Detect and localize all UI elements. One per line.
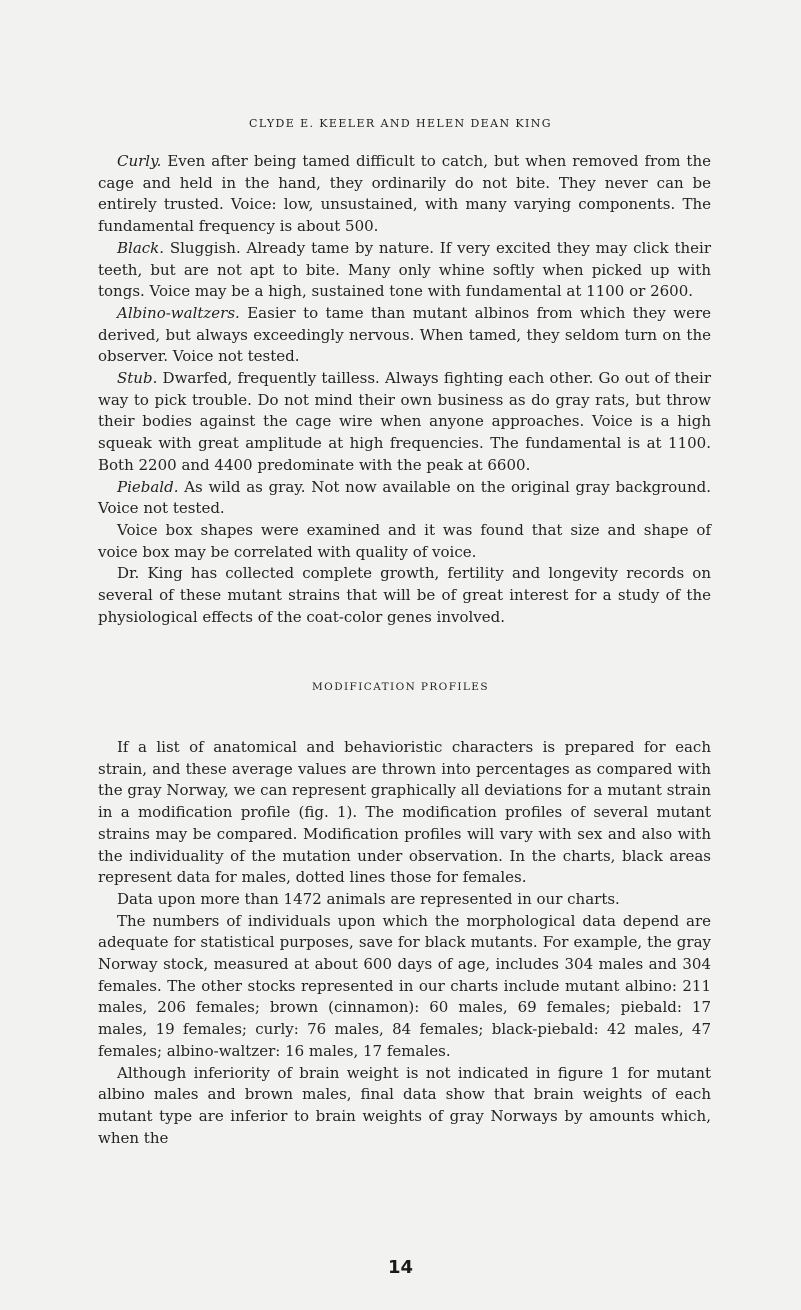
- paragraph-black: [98, 238, 711, 303]
- paragraph-body-curly: Even after being tamed difficult to catch, but when removed from the cage and held in the hand, they ordinarily do not bite. They never can be entirely trusted. Voice: low, unsustained, with many varying components. The fundamental frequency is about 500.: [98, 152, 711, 236]
- paragraph-body-stub: Dwarfed, frequently tailless. Always fighting each other. Go out of their way to pick trouble. Do not mind their own business as do gray rats, but throw their bodies against the cage wire when anyone approaches. Voice is a high squeak with great amplitude at high frequencies. The fundamental is at 1100. Both 2200 and 4400 predominate with the peak at 6600.: [98, 369, 711, 474]
- paragraph-stub: [98, 368, 711, 477]
- paragraph-albino-waltzers: [98, 303, 711, 368]
- paragraph-lead-black: Black.: [117, 238, 165, 257]
- paragraph-body-black: Sluggish. Already tame by nature. If very excited they may click their teeth, but are not apt to bite. Many only whine softly when picked up with tongs. Voice may be a high, sustained tone with fundamental at 1100 or 2600.: [98, 238, 711, 301]
- paragraph-body-albino-waltzers: Easier to tame than mutant albinos from which they were derived, but always exceedingly nervous. When tamed, they seldom turn on the observer. Voice not tested.: [98, 303, 711, 366]
- paragraph-lead-albino-waltzers: Albino-waltzers.: [117, 303, 240, 322]
- page-number: 14: [387, 1257, 414, 1278]
- paragraph-lead-curly: Curly.: [117, 152, 162, 170]
- paragraph-body-piebald: As wild as gray. Not now available on the original gray background. Voice not tested.: [98, 477, 711, 518]
- paragraph-growth-records: Dr. King has collected complete growth, fertility and longevity records on several of these mutant strains that will be of great interest for a study of the physiological effects of the coat-color genes involved.: [98, 564, 711, 626]
- running-head: CLYDE E. KEELER AND HELEN DEAN KING: [249, 117, 552, 130]
- paragraph-sample-sizes: The numbers of individuals upon which the morphological data depend are adequate for statistical purposes, save for black mutants. For example, the gray Norway stock, measured at about 600 days of age, includes 304 males and 304 females. The other stocks represented in our charts include mutant albino: 211 males, 206 females; brown (cinnamon): 60 males, 69 females; piebald: 17 males, 19 females; curly: 76 males, 84 females; black-piebald: 42 males, 47 females; albino-waltzer: 16 males, 17 females.: [98, 911, 711, 1060]
- paragraph-lead-piebald: Piebald.: [117, 477, 179, 496]
- modification-profiles-text: [98, 737, 711, 1149]
- paragraph-brain-weight: Although inferiority of brain weight is not indicated in figure 1 for mutant albino males and brown males, final data show that brain weights of each mutant type are inferior to brain weights of gray Norways by amounts which, when the: [98, 1063, 711, 1147]
- paragraph-voice-box: Voice box shapes were examined and it was found that size and shape of voice box may be correlated with quality of voice.: [98, 520, 711, 561]
- strain-behavior-text: [98, 151, 711, 628]
- paragraph-lead-stub: Stub.: [117, 369, 158, 388]
- paragraph-modification-profile: If a list of anatomical and behavioristic characters is prepared for each strain, and these average values are thrown into percentages as compared with the gray Norway, we can represent graphically all deviations for a mutant strain in a modification profile (fig. 1). The modification profiles of several mutant strains may be compared. Modification profiles will vary with sex and also with the individuality of the mutation under observation. In the charts, black areas represent data for males, dotted lines those for females.: [98, 738, 711, 887]
- paragraph-piebald: [98, 477, 711, 520]
- paragraph-animal-count: Data upon more than 1472 animals are represented in our charts.: [117, 889, 620, 908]
- paragraph-curly: [98, 151, 711, 238]
- section-heading: MODIFICATION PROFILES: [312, 681, 489, 693]
